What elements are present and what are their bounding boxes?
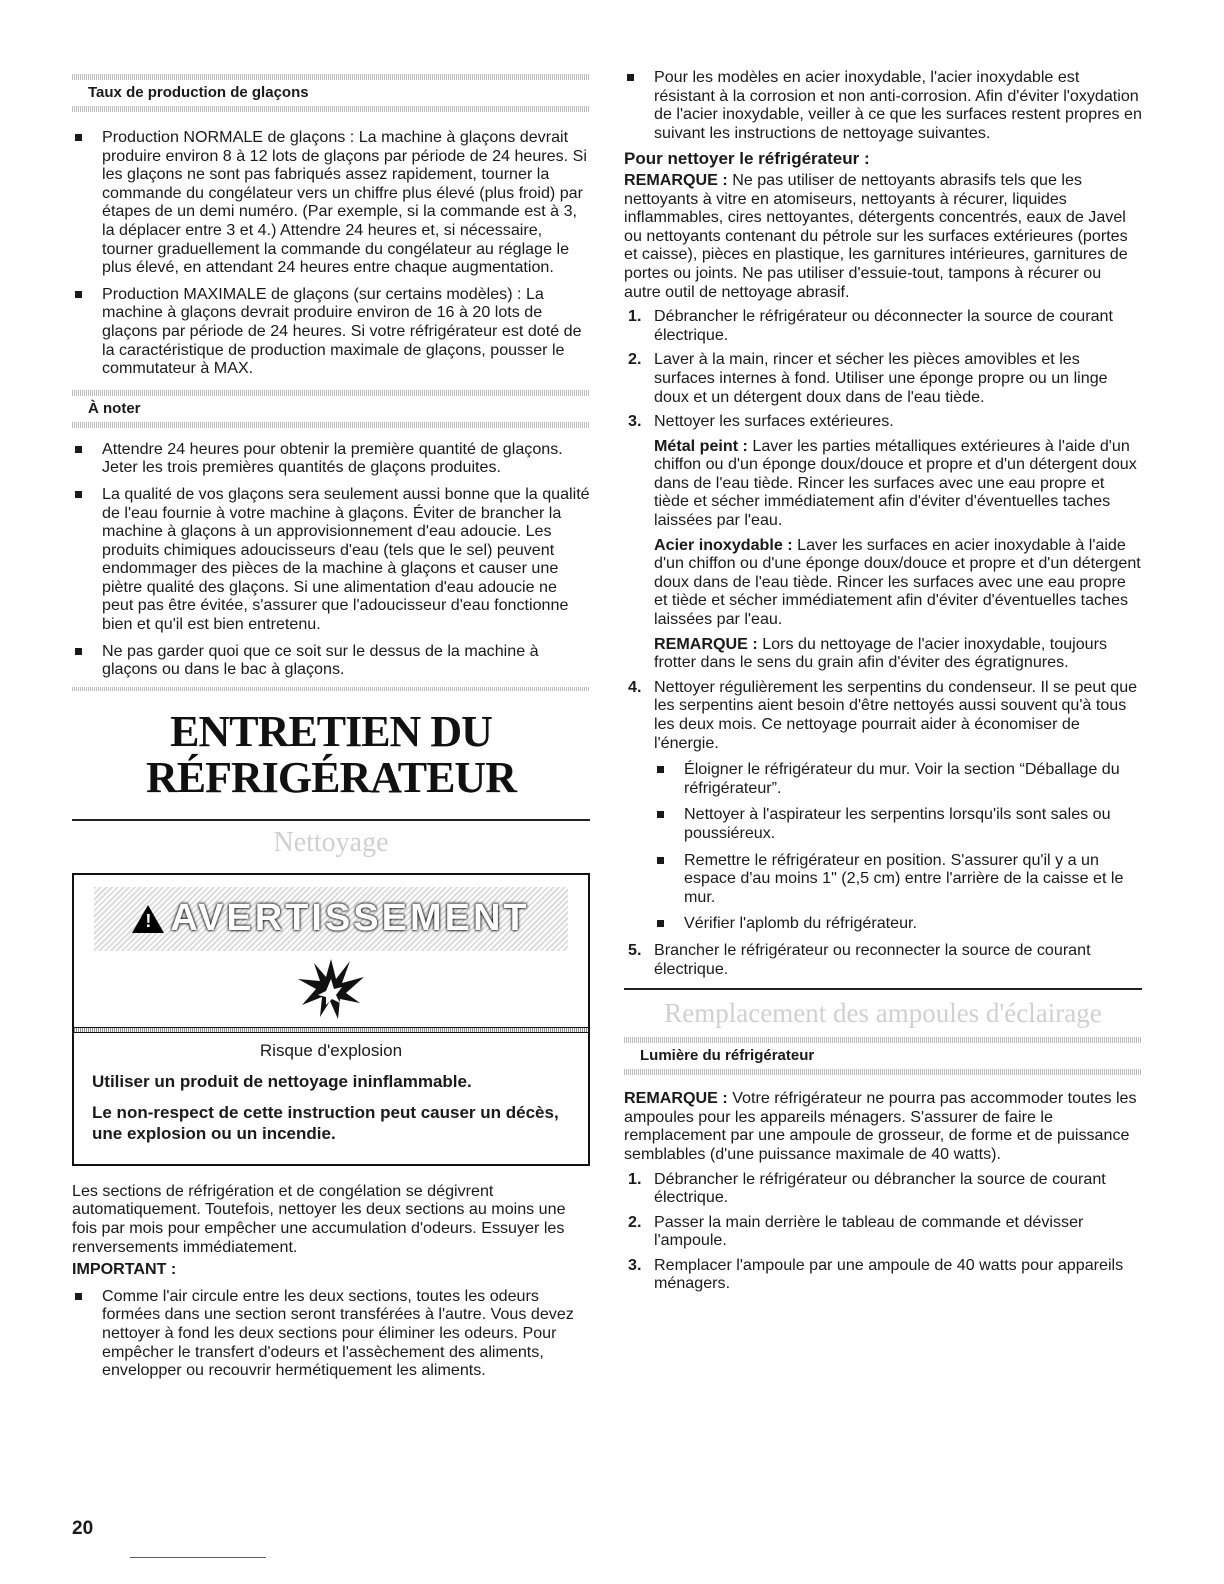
step-number: 5. [628, 940, 642, 959]
step-number: 2. [628, 1212, 642, 1231]
inox-paragraph [654, 536, 1142, 629]
step-number: 1. [628, 307, 642, 326]
remarque2-label: REMARQUE : [654, 634, 758, 653]
metal-text: Laver les parties métalliques extérieures à l'aide d'un chiffon ou d'un éponge doux/douce et propre et d'un détergent doux dans de l'eau tiède. Rincer les surfaces avec une eau propre et tiède et sécher immédiatement afin d'éviter d'éventuelles taches laissées par l'eau. [654, 436, 1137, 530]
clean-heading: Pour nettoyer le réfrigérateur : [624, 149, 870, 169]
list-item: Ne pas garder quoi que ce soit sur le dessus de la machine à glaçons ou dans le bac à glaçons. [72, 642, 590, 679]
section-title-line1: ENTRETIEN DU [170, 706, 492, 756]
step-5 [624, 941, 1142, 978]
warning-box [72, 873, 590, 1166]
list-item: Éloigner le réfrigérateur du mur. Voir la section “Déballage du réfrigérateur”. [654, 760, 1142, 797]
bulb-step-2 [624, 1213, 1142, 1250]
bulb-step-1 [624, 1170, 1142, 1207]
warning-header [94, 887, 568, 951]
warning-line2: Le non-respect de cette instruction peut causer un décès, une explosion ou un incendie. [92, 1102, 559, 1143]
warning-triangle-icon: ! [132, 905, 164, 933]
important-list [72, 1287, 590, 1380]
bulb-remarque-text: Votre réfrigérateur ne pourra pas accommoder toutes les ampoules pour les appareils ménagers. S'assurer de faire le remplacement par une ampoule de grosseur, de forme et de puissance semblables (d'une puissance maximale de 40 watts). [624, 1089, 1137, 1163]
step-text: Brancher le réfrigérateur ou reconnecter la source de courant électrique. [654, 940, 1091, 978]
bulb-remarque [624, 1089, 1142, 1163]
bulb-remarque-label: REMARQUE : [624, 1089, 728, 1108]
step-number: 3. [628, 1255, 642, 1274]
list-item: Production MAXIMALE de glaçons (sur certains modèles) : La machine à glaçons devrait produire environ de 16 à 20 lots de glaçons par période de 24 heures. Si votre réfrigérateur est doté de la caractéristique de production maximale de glaçons, pousser le commutateur à MAX. [72, 285, 590, 378]
remarque-paragraph [624, 171, 1142, 301]
list-item: Pour les modèles en acier inoxydable, l'acier inoxydable est résistant à la corrosion et non anti-corrosion. Afin d'éviter l'oxydation de l'acier inoxydable, veiller à ce que les surfaces restent propres en suivant les instructions de nettoyage suivantes. [624, 68, 1142, 142]
note-heading-bar [72, 390, 590, 428]
step-2 [624, 350, 1142, 406]
list-item: La qualité de vos glaçons sera seulement aussi bonne que la qualité de l'eau fournie à votre machine à glaçons. Éviter de brancher la machine à glaçons à un approvisionnement d'eau adoucie. Les produits chimiques adoucisseurs d'eau (tels que le sel) peuvent endommager des pièces de la machine à glaçons et causer une piètre qualité des glaçons. Si une alimentation d'eau adoucie ne peut pas être évitée, s'assurer que l'adoucisseur d'eau fonctionne bien et qu'il est bien entretenu. [72, 485, 590, 634]
ice-rate-list [72, 128, 590, 378]
note-heading: À noter [88, 399, 141, 417]
metal-paragraph [654, 437, 1142, 530]
left-column [72, 0, 590, 1388]
list-item: Attendre 24 heures pour obtenir la première quantité de glaçons. Jeter les trois premières quantités de glaçons produites. [72, 440, 590, 477]
bulb-title: Remplacement des ampoules d'éclairage [664, 998, 1102, 1029]
step-3 [624, 412, 1142, 672]
warning-line1: Utiliser un produit de nettoyage ininflammable. [92, 1071, 472, 1091]
step-number: 3. [628, 412, 642, 431]
warning-signal-word: AVERTISSEMENT [170, 897, 530, 940]
cleaning-steps [624, 307, 1142, 978]
step-text: Débrancher le réfrigérateur ou déconnecter la source de courant électrique. [654, 307, 1113, 344]
cleaning-intro: Les sections de réfrigération et de congélation se dégivrent automatiquement. Toutefois, nettoyer les deux sections au moins une fois par mois pour empêcher une accumulation d'odeurs. Essuyer les renversements immédiatement. [72, 1181, 566, 1256]
note-list [72, 440, 590, 679]
step-1 [624, 307, 1142, 344]
footer-line [130, 1557, 266, 1558]
step-number: 2. [628, 350, 642, 369]
stainless-list [624, 68, 1142, 142]
list-item: Comme l'air circule entre les deux sections, toutes les odeurs formées dans une section seront transférées à l'autre. Vous devez nettoyer à fond les deux sections pour éliminer les odeurs. Pour empêcher le transfert d'odeurs et l'assèchement des aliments, envelopper ou recouvrir hermétiquement les aliments. [72, 1287, 590, 1380]
ice-rate-heading: Taux de production de glaçons [88, 84, 309, 101]
step-text: Laver à la main, rincer et sécher les pièces amovibles et les surfaces internes à fond. Utiliser une éponge propre ou un linge doux et un détergent doux dans de l'eau tiède. [654, 350, 1108, 406]
section-title [72, 706, 590, 802]
step-text: Passer la main derrière le tableau de commande et dévisser l'ampoule. [654, 1212, 1084, 1250]
cleaning-subtitle: Nettoyage [273, 826, 389, 858]
ice-rate-heading-bar [72, 74, 590, 112]
bulb-steps [624, 1170, 1142, 1294]
step-text: Débrancher le réfrigérateur ou débrancher la source de courant électrique. [654, 1169, 1106, 1207]
light-heading-bar [624, 1037, 1142, 1075]
step-4 [624, 678, 1142, 933]
step-text: Remplacer l'ampoule par une ampoule de 40 watts pour appareils ménagers. [654, 1255, 1124, 1293]
page-number: 20 [72, 1518, 94, 1539]
important-label: IMPORTANT : [72, 1260, 177, 1279]
remarque-text: Ne pas utiliser de nettoyants abrasifs tels que les nettoyants à vitre en atomiseurs, nettoyants à récurer, liquides inflammables, cires nettoyantes, détergents concentrés, eaux de Javel ou nettoyants contenant du pétrole sur les surfaces extérieures (portes et caisse), pièces en plastique, les garnitures intérieures, garnitures de portes ou joints. Ne pas utiliser d'essuie-tout, tampons à récurer ou autre outil de nettoyage abrasif. [624, 170, 1128, 301]
list-item: Vérifier l'aplomb du réfrigérateur. [654, 914, 1142, 933]
warning-risk: Risque d'explosion [259, 1040, 403, 1060]
step-text: Nettoyer les surfaces extérieures. [654, 412, 894, 431]
remarque2-text: Lors du nettoyage de l'acier inoxydable, toujours frotter dans le sens du grain afin d'éviter des égratignures. [654, 634, 1108, 672]
bulb-step-3 [624, 1256, 1142, 1293]
inox-text: Laver les surfaces en acier inoxydable à l'aide d'un chiffon ou d'une éponge doux/douce et propre et d'un détergent doux dans de l'eau tiède. Rincer les surfaces avec une eau propre et tiède et sécher immédiatement afin d'éviter d'éventuelles taches laissées par l'eau. [654, 535, 1141, 629]
list-item: Remettre le réfrigérateur en position. S'assurer qu'il y a un espace d'au moins 1" (2,5 cm) entre l'arrière de la caisse et le mur. [654, 851, 1142, 907]
inox-label: Acier inoxydable : [654, 535, 793, 554]
explosion-icon [74, 951, 588, 1027]
warning-text [74, 1033, 588, 1164]
list-item: Nettoyer à l'aspirateur les serpentins lorsqu'ils sont sales ou poussiéreux. [654, 805, 1142, 842]
light-heading: Lumière du réfrigérateur [640, 1047, 815, 1065]
section-title-line2: RÉFRIGÉRATEUR [145, 752, 516, 802]
list-item: Production NORMALE de glaçons : La machine à glaçons devrait produire environ 8 à 12 lots de glaçons par période de 24 heures. Si les glaçons ne sont pas fabriqués assez rapidement, tourner la commande du congélateur vers un chiffre plus élevé (plus froid) par étapes de un demi numéro. (Par exemple, si la commande est à 3, la déplacer entre 3 et 4.) Attendre 24 heures et, si nécessaire, tourner graduellement la commande du congélateur au réglage le plus élevé, en attendant 24 heures entre chaque augmentation. [72, 128, 590, 277]
step-text: Nettoyer régulièrement les serpentins du condenseur. Il se peut que les serpentins aient besoin d'être nettoyés aussi souvent qu'à tous les deux mois. Ce nettoyage pourrait aider à économiser de l'énergie. [654, 677, 1138, 752]
condenser-sublist [654, 760, 1142, 933]
remarque2-paragraph [654, 635, 1142, 672]
step-number: 1. [628, 1169, 642, 1188]
right-column [624, 0, 1142, 1299]
step-number: 4. [628, 677, 642, 696]
remarque-label: REMARQUE : [624, 170, 728, 189]
metal-label: Métal peint : [654, 436, 748, 455]
